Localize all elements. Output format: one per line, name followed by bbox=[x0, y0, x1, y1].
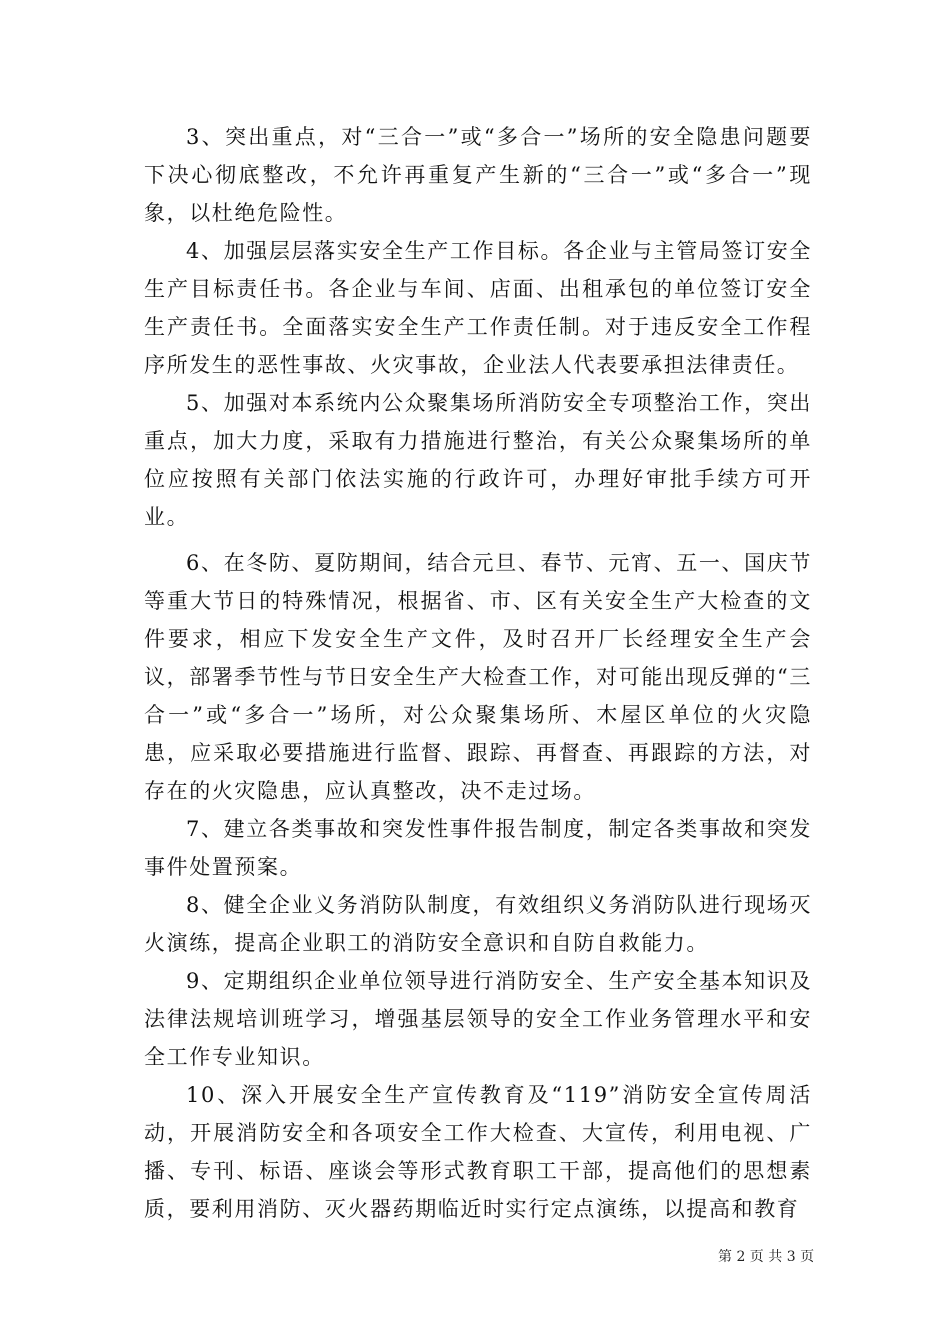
paragraph-item-8: 8、健全企业义务消防队制度，有效组织义务消防队进行现场灭火演练，提高企业职工的消防安全意识和自防自救能力。 bbox=[144, 893, 812, 955]
paragraph-item-5: 5、加强对本系统内公众聚集场所消防安全专项整治工作，突出重点，加大力度，采取有力措施进行整治，有关公众聚集场所的单位应按照有关部门依法实施的行政许可，办理好审批手续方可开业。 bbox=[144, 391, 812, 529]
paragraph-item-9: 9、定期组织企业单位领导进行消防安全、生产安全基本知识及法律法规培训班学习，增强基层领导的安全工作业务管理水平和安全工作专业知识。 bbox=[144, 969, 812, 1069]
paragraph-item-7: 7、建立各类事故和突发性事件报告制度，制定各类事故和突发事件处置预案。 bbox=[144, 817, 812, 879]
paragraph-item-4: 4、加强层层落实安全生产工作目标。各企业与主管局签订安全生产目标责任书。各企业与车间、店面、出租承包的单位签订安全生产责任书。全面落实安全生产工作责任制。对于违反安全工作程序所发生的恶性事故、火灾事故，企业法人代表要承担法律责任。 bbox=[144, 239, 812, 377]
paragraph-item-6: 6、在冬防、夏防期间，结合元旦、春节、元宵、五一、国庆节等重大节日的特殊情况，根据省、市、区有关安全生产大检查的文件要求，相应下发安全生产文件，及时召开厂长经理安全生产会议，部署季节性与节日安全生产大检查工作，对可能出现反弹的“三合一”或“多合一”场所，对公众聚集场所、木屋区单位的火灾隐患，应采取必要措施进行监督、跟踪、再督查、再跟踪的方法，对存在的火灾隐患，应认真整改，决不走过场。 bbox=[144, 551, 812, 803]
paragraph-item-3: 3、突出重点，对“三合一”或“多合一”场所的安全隐患问题要下决心彻底整改，不允许再重复产生新的“三合一”或“多合一”现象，以杜绝危险性。 bbox=[144, 125, 812, 225]
page-number-footer: 第 2 页 共 3 页 bbox=[718, 1249, 815, 1265]
document-body bbox=[144, 118, 812, 1228]
paragraph-item-10: 10、深入开展安全生产宣传教育及“119”消防安全宣传周活动，开展消防安全和各项安全工作大检查、大宣传，利用电视、广播、专刊、标语、座谈会等形式教育职工干部，提高他们的思想素质，要利用消防、灭火器药期临近时实行定点演练，以提高和教育 bbox=[144, 1083, 812, 1221]
